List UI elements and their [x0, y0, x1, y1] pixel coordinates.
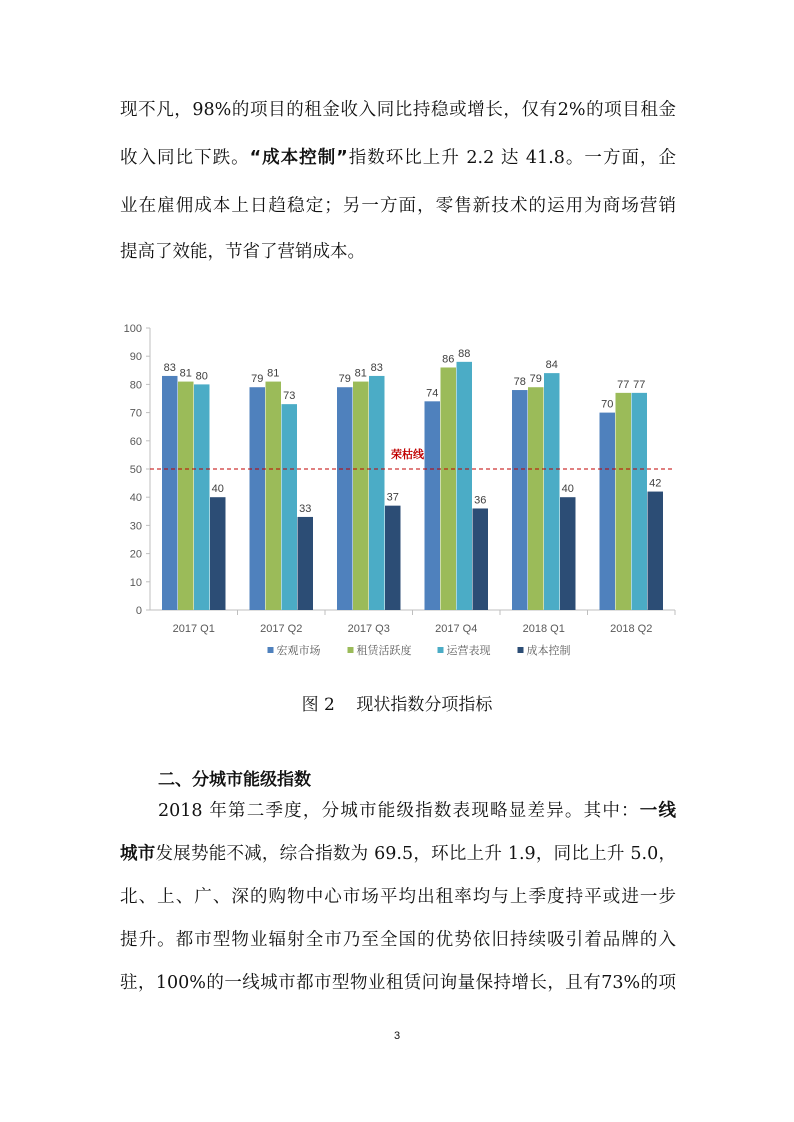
y-tick-label: 80: [129, 379, 142, 392]
bar-3: [194, 384, 210, 610]
y-tick-label: 100: [123, 323, 142, 335]
data-label: 79: [529, 373, 542, 386]
y-tick-label: 90: [129, 351, 142, 364]
reference-line-label: 荣枯线: [391, 449, 424, 461]
bar-4: [560, 497, 576, 610]
bar-4: [648, 492, 664, 610]
data-label: 73: [283, 390, 296, 403]
bar-2: [528, 387, 544, 610]
bar-2: [178, 382, 194, 610]
x-tick-label: 2017 Q2: [260, 623, 303, 635]
y-tick-label: 30: [129, 520, 142, 533]
text-run: 2018 年第二季度，分城市能级指数表现略显差异。其中：: [158, 801, 640, 821]
x-tick-label: 2017 Q4: [435, 623, 478, 635]
bar-3: [457, 362, 473, 610]
legend-label: 宏观市场: [276, 645, 321, 657]
bar-3: [632, 393, 648, 610]
legend-swatch: [348, 647, 354, 653]
data-label: 77: [633, 378, 646, 391]
y-tick-label: 50: [129, 464, 142, 476]
bar-4: [473, 508, 489, 610]
data-label: 78: [513, 376, 526, 389]
bold-term-tier1: 一线: [639, 801, 676, 821]
text-line: 北、上、广、深的购物中心市场平均出租率均与上季度持平或进一步: [120, 887, 676, 907]
bar-4: [298, 517, 314, 610]
data-label: 80: [195, 370, 208, 383]
data-label: 81: [354, 367, 367, 380]
legend-swatch: [438, 647, 444, 653]
bar-3: [282, 404, 298, 610]
text-line: 提高了效能，节省了营销成本。: [120, 242, 365, 262]
text-line: 现不凡，98%的项目的租金收入同比持稳或增长，仅有2%的项目租金: [120, 100, 676, 120]
y-tick-label: 10: [129, 576, 142, 589]
bold-term-cost-control: “成本控制”: [249, 148, 348, 168]
text-run: 发展势能不减，综合指数为 69.5，环比上升 1.9，同比上升 5.0，: [155, 844, 676, 864]
data-label: 36: [474, 494, 487, 507]
y-tick-label: 0: [135, 605, 142, 617]
text-line: [158, 803, 676, 821]
text-run: 指数环比上升 2.2 达 41.8。一方面，企: [347, 148, 676, 168]
data-label: 88: [458, 347, 471, 360]
data-label: 42: [649, 477, 662, 490]
data-label: 79: [251, 373, 264, 386]
y-tick-label: 70: [129, 407, 142, 420]
bar-4: [385, 506, 401, 610]
y-tick-label: 40: [129, 492, 142, 505]
text-line: 提升。都市型物业辐射全市乃至全国的优势依旧持续吸引着品牌的入: [120, 930, 676, 950]
bar-chart: [110, 310, 690, 670]
page-number: 3: [393, 1030, 401, 1042]
text-line: 驻，100%的一线城市都市型物业租赁问询量保持增长，且有73%的项: [120, 973, 676, 993]
bar-1: [425, 401, 441, 610]
bar-2: [266, 382, 282, 610]
bar-1: [600, 413, 616, 610]
data-label: 81: [179, 367, 192, 380]
x-tick-label: 2017 Q3: [347, 623, 390, 635]
y-tick-label: 60: [129, 435, 142, 448]
data-label: 40: [211, 483, 224, 496]
text-line: [120, 846, 676, 864]
bar-1: [162, 376, 178, 610]
bar-2: [441, 367, 457, 610]
bold-term-city: 城市: [120, 844, 156, 864]
data-label: 83: [370, 361, 383, 374]
data-label: 81: [267, 367, 280, 380]
data-label: 74: [426, 387, 439, 400]
data-label: 83: [163, 361, 176, 374]
data-label: 79: [338, 373, 351, 386]
legend-label: 运营表现: [446, 645, 491, 657]
legend-label: 租赁活跃度: [356, 645, 412, 657]
bar-2: [616, 393, 632, 610]
x-tick-label: 2017 Q1: [172, 623, 215, 635]
legend-swatch: [518, 647, 524, 653]
bar-1: [337, 387, 353, 610]
data-label: 37: [386, 491, 399, 504]
data-label: 40: [561, 483, 574, 496]
section-heading: 二、分城市能级指数: [158, 770, 311, 790]
legend-label: 成本控制: [526, 645, 571, 657]
bar-1: [512, 390, 528, 610]
x-tick-label: 2018 Q2: [610, 623, 653, 635]
figure-caption: 图 2 现状指数分项指标: [301, 695, 493, 715]
data-label: 84: [545, 359, 558, 372]
bar-3: [544, 373, 560, 610]
x-tick-label: 2018 Q1: [522, 623, 565, 635]
bar-1: [250, 387, 266, 610]
text-run: 收入同比下跌。: [120, 148, 250, 168]
data-label: 86: [442, 353, 455, 366]
data-label: 70: [601, 398, 614, 411]
data-label: 33: [299, 502, 312, 515]
legend-swatch: [268, 647, 274, 653]
text-line: [120, 150, 676, 168]
y-tick-label: 20: [129, 548, 142, 561]
bar-3: [369, 376, 385, 610]
bar-2: [353, 382, 369, 610]
data-label: 77: [617, 378, 630, 391]
text-line: 业在雇佣成本上日趋稳定；另一方面，零售新技术的运用为商场营销: [120, 196, 676, 216]
bar-4: [210, 497, 226, 610]
